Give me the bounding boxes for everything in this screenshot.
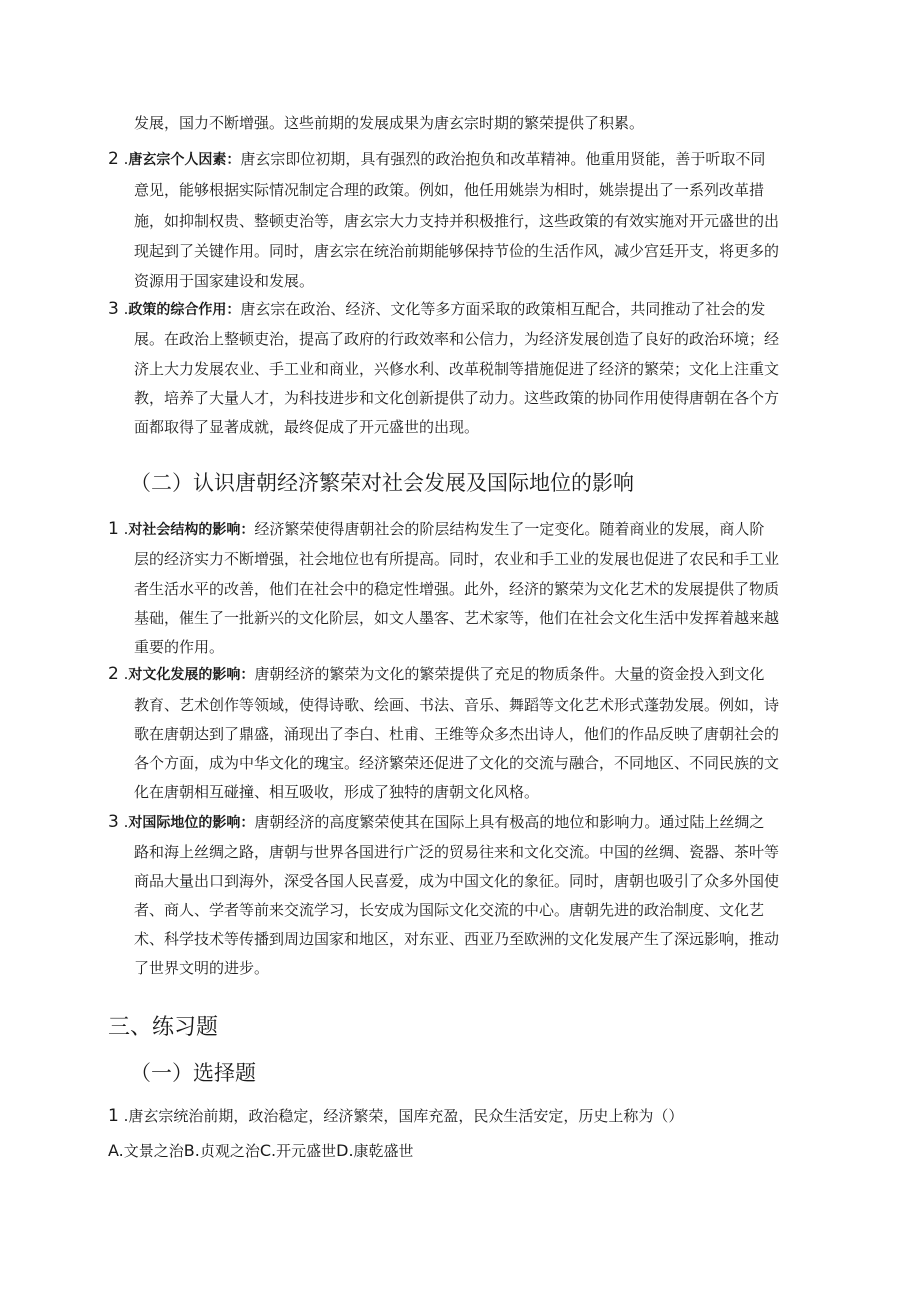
paragraph-line: 发展，国力不断增强。这些前期的发展成果为唐玄宗时期的繁荣提供了积累。 — [134, 114, 645, 132]
chapter-heading: 三、练习题 — [108, 1015, 219, 1040]
paragraph-line: 者、商人、学者等前来交流学习，长安成为国际文化交流的中心。唐朝先进的政治制度、文化艺 — [134, 901, 765, 919]
question-text: 唐玄宗统治前期，政治稳定，经济繁荣，国库充盈，民众生活安定，历史上称为（） — [128, 1107, 684, 1125]
paragraph-line: 术、科学技术等传播到周边国家和地区，对东亚、西亚乃至欧洲的文化发展产生了深远影响，推动 — [134, 930, 780, 948]
section-heading: （一）选择题 — [130, 1061, 256, 1085]
paragraph-line: 唐玄宗即位初期，具有强烈的政治抱负和改革精神。他重用贤能，善于听取不同 — [240, 150, 766, 168]
paragraph-line: 现起到了关键作用。同时，唐玄宗在统治前期能够保持节俭的生活作风，减少宫廷开支，将更多的 — [134, 242, 780, 260]
list-item-title: 政策的综合作用： — [128, 302, 241, 318]
list-number: 2 — [108, 149, 119, 169]
paragraph-line: 层的经济实力不断增强，社会地位也有所提高。同时，农业和手工业的发展也促进了农民和手工业 — [134, 550, 780, 568]
list-item-title: 对文化发展的影响： — [128, 667, 255, 683]
paragraph-line: 基础，催生了一批新兴的文化阶层，如文人墨客、艺术家等，他们在社会文化生活中发挥着越来越 — [134, 609, 780, 627]
option-letter: C. — [259, 1141, 277, 1160]
paragraph-line: 教，培养了大量人才，为科技进步和文化创新提供了动力。这些政策的协同作用使得唐朝在各个方 — [134, 389, 780, 407]
paragraph-line: 济上大力发展农业、手工业和商业，兴修水利、改革税制等措施促进了经济的繁荣；文化上注重文 — [134, 360, 780, 378]
list-item-heading: 1 .对社会结构的影响：经济繁荣使得唐朝社会的阶层结构发生了一定变化。随着商业的发展，商人阶 — [108, 519, 765, 539]
paragraph-line: 者生活水平的改善，他们在社会中的稳定性增强。此外，经济的繁荣为文化艺术的发展提供了物质 — [134, 580, 780, 598]
list-item-heading: 2 .对文化发展的影响：唐朝经济的繁荣为文化的繁荣提供了充足的物质条件。大量的资金投入到文化 — [108, 664, 765, 684]
option-letter: A. — [108, 1141, 124, 1160]
list-number: 3 — [108, 812, 119, 832]
option-text: 贞观之治 — [199, 1142, 260, 1160]
paragraph-line: 路和海上丝绸之路，唐朝与世界各国进行广泛的贸易往来和文化交流。中国的丝绸、瓷器、茶叶等 — [134, 843, 780, 861]
paragraph-line: 唐玄宗在政治、经济、文化等多方面采取的政策相互配合，共同推动了社会的发 — [240, 300, 766, 318]
list-number: 3 — [108, 299, 119, 319]
option-letter: B. — [183, 1141, 200, 1160]
paragraph-line: 资源用于国家建设和发展。 — [134, 272, 315, 290]
question: 1 .唐玄宗统治前期，政治稳定，经济繁荣，国库充盈，民众生活安定，历史上称为（） — [108, 1106, 684, 1126]
paragraph-line: 施，如抑制权贵、整顿吏治等，唐玄宗大力支持并积极推行，这些政策的有效实施对开元盛世的出 — [134, 212, 780, 230]
option-text: 康乾盛世 — [353, 1142, 414, 1160]
paragraph-line: 重要的作用。 — [134, 638, 225, 656]
paragraph-line: 歌在唐朝达到了鼎盛，涌现出了李白、杜甫、王维等众多杰出诗人，他们的作品反映了唐朝社会的 — [134, 725, 780, 743]
list-item-title: 唐玄宗个人因素： — [128, 152, 241, 168]
list-item-heading: 3 .对国际地位的影响：唐朝经济的高度繁荣使其在国际上具有极高的地位和影响力。通过陆上丝绸之 — [108, 812, 765, 832]
option-text: 文景之治 — [123, 1142, 184, 1160]
list-item-title: 对社会结构的影响： — [128, 522, 255, 538]
question-number: 1 — [108, 1106, 119, 1126]
paragraph-line: 面都取得了显著成就，最终促成了开元盛世的出现。 — [134, 418, 480, 436]
paragraph-line: 展。在政治上整顿吏治，提高了政府的行政效率和公信力，为经济发展创造了良好的政治环境；经 — [134, 330, 780, 348]
paragraph-line: 意见，能够根据实际情况制定合理的政策。例如，他任用姚崇为相时，姚崇提出了一系列改革措 — [134, 181, 765, 199]
paragraph-line: 唐朝经济的繁荣为文化的繁荣提供了充足的物质条件。大量的资金投入到文化 — [254, 665, 765, 683]
section-heading: （二）认识唐朝经济繁荣对社会发展及国际地位的影响 — [130, 471, 634, 495]
paragraph-line: 经济繁荣使得唐朝社会的阶层结构发生了一定变化。随着商业的发展，商人阶 — [254, 520, 765, 538]
answer-options — [108, 1140, 414, 1162]
list-item-heading: 3 .政策的综合作用：唐玄宗在政治、经济、文化等多方面采取的政策相互配合，共同推动了社会的发 — [108, 299, 766, 319]
list-item-title: 对国际地位的影响： — [128, 815, 255, 831]
list-item-heading: 2 .唐玄宗个人因素：唐玄宗即位初期，具有强烈的政治抱负和改革精神。他重用贤能，善于听取不同 — [108, 149, 766, 169]
paragraph-line: 了世界文明的进步。 — [134, 959, 270, 977]
paragraph-line: 商品大量出口到海外，深受各国人民喜爱，成为中国文化的象征。同时，唐朝也吸引了众多外国使 — [134, 872, 780, 890]
paragraph-line: 教育、艺术创作等领域，使得诗歌、绘画、书法、音乐、舞蹈等文化艺术形式蓬勃发展。例如，诗 — [134, 696, 780, 714]
option-letter: D. — [336, 1141, 354, 1160]
paragraph-line: 化在唐朝相互碰撞、相互吸收，形成了独特的唐朝文化风格。 — [134, 783, 540, 801]
option-text: 开元盛世 — [276, 1142, 337, 1160]
paragraph-line: 唐朝经济的高度繁荣使其在国际上具有极高的地位和影响力。通过陆上丝绸之 — [254, 813, 765, 831]
list-number: 1 — [108, 519, 119, 539]
paragraph-line: 各个方面，成为中华文化的瑰宝。经济繁荣还促进了文化的交流与融合，不同地区、不同民族的文 — [134, 754, 780, 772]
list-number: 2 — [108, 664, 119, 684]
